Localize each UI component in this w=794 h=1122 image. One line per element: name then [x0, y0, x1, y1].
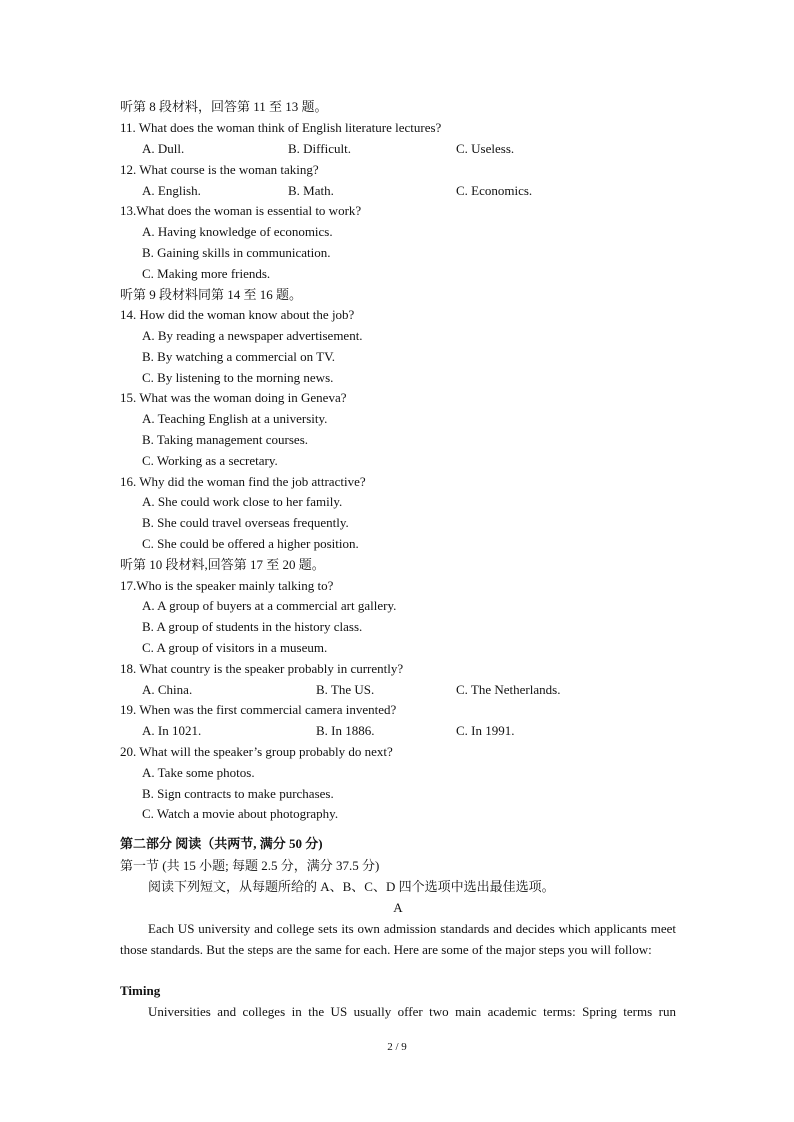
section10-heading: 听第 10 段材料,回答第 17 至 20 题。: [120, 557, 325, 572]
question-16: 16. Why did the woman find the job attractive?: [120, 474, 366, 489]
q17-option-b: B. A group of students in the history class.: [142, 619, 363, 634]
part2-section1: 第一节 (共 15 小题; 每题 2.5 分，满分 37.5 分): [120, 858, 380, 873]
q18-option-a: A. China.: [142, 682, 193, 697]
q11-option-c: C. Useless.: [456, 141, 515, 156]
passage-paragraph-2: Universities and colleges in the US usually offer two main academic terms: Spring terms run: [148, 1004, 676, 1019]
q11-option-a: A. Dull.: [142, 141, 185, 156]
q14-option-c: C. By listening to the morning news.: [142, 370, 334, 385]
q12-option-b: B. Math.: [288, 183, 334, 198]
q20-option-a: A. Take some photos.: [142, 765, 255, 780]
question-11: 11. What does the woman think of English literature lectures?: [120, 120, 442, 135]
q15-option-a: A. Teaching English at a university.: [142, 411, 328, 426]
q14-option-b: B. By watching a commercial on TV.: [142, 349, 336, 364]
subheading-timing: Timing: [120, 983, 161, 998]
q11-option-b: B. Difficult.: [288, 141, 351, 156]
q18-option-c: C. The Netherlands.: [456, 682, 561, 697]
question-19: 19. When was the first commercial camera invented?: [120, 702, 397, 717]
question-13: 13.What does the woman is essential to work?: [120, 203, 362, 218]
q12-option-a: A. English.: [142, 183, 201, 198]
q17-option-c: C. A group of visitors in a museum.: [142, 640, 328, 655]
passage-label: A: [393, 900, 403, 915]
q15-option-c: C. Working as a secretary.: [142, 453, 278, 468]
question-14: 14. How did the woman know about the job?: [120, 307, 355, 322]
question-20: 20. What will the speaker’s group probably do next?: [120, 744, 393, 759]
part2-title: 第二部分 阅读（共两节, 满分 50 分): [120, 836, 323, 851]
q13-option-a: A. Having knowledge of economics.: [142, 224, 333, 239]
q16-option-a: A. She could work close to her family.: [142, 494, 343, 509]
question-15: 15. What was the woman doing in Geneva?: [120, 390, 347, 405]
q20-option-c: C. Watch a movie about photography.: [142, 806, 339, 821]
q13-option-b: B. Gaining skills in communication.: [142, 245, 331, 260]
q17-option-a: A. A group of buyers at a commercial art gallery.: [142, 598, 397, 613]
q14-option-a: A. By reading a newspaper advertisement.: [142, 328, 363, 343]
section8-heading: 听第 8 段材料，回答第 11 至 13 题。: [120, 99, 328, 114]
q19-option-a: A. In 1021.: [142, 723, 202, 738]
question-12: 12. What course is the woman taking?: [120, 162, 319, 177]
q18-option-b: B. The US.: [316, 682, 375, 697]
q13-option-c: C. Making more friends.: [142, 266, 271, 281]
q12-option-c: C. Economics.: [456, 183, 533, 198]
q16-option-b: B. She could travel overseas frequently.: [142, 515, 349, 530]
q19-option-b: B. In 1886.: [316, 723, 375, 738]
q15-option-b: B. Taking management courses.: [142, 432, 309, 447]
question-18: 18. What country is the speaker probably in currently?: [120, 661, 404, 676]
q19-option-c: C. In 1991.: [456, 723, 515, 738]
reading-instruction: 阅读下列短文，从每题所给的 A、B、C、D 四个选项中选出最佳选项。: [148, 879, 555, 894]
passage-paragraph-1: Each US university and college sets its own admission standards and decides which applicants meet those standards. But the steps are the same for each. Here are some of the major steps you will follow:: [120, 921, 676, 957]
question-17: 17.Who is the speaker mainly talking to?: [120, 578, 334, 593]
q16-option-c: C. She could be offered a higher position.: [142, 536, 359, 551]
section9-heading: 听第 9 段材料同第 14 至 16 题。: [120, 287, 303, 302]
page-number: 2 / 9: [387, 1041, 407, 1053]
q20-option-b: B. Sign contracts to make purchases.: [142, 786, 334, 801]
